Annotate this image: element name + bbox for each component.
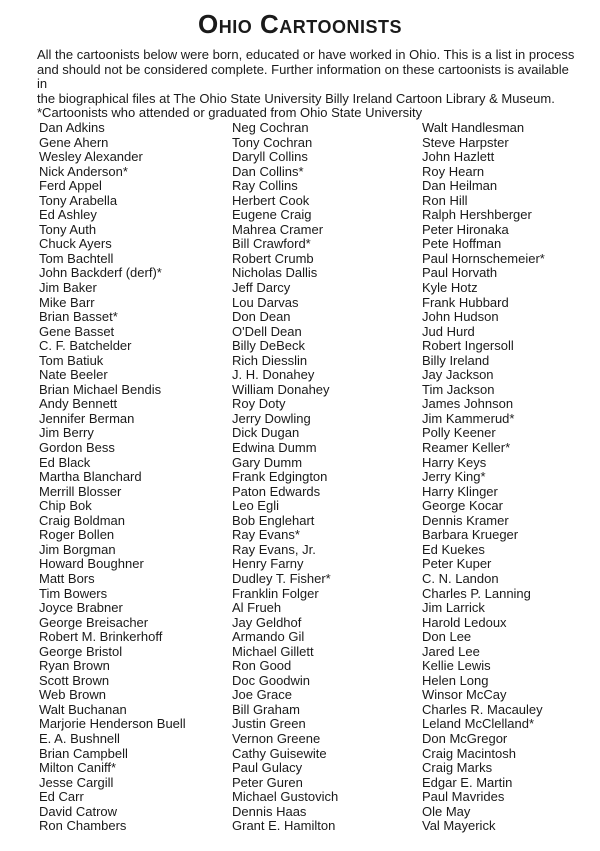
intro-line: and should not be considered complete. Further information on these cartoonists is available in: [37, 61, 569, 92]
cartoonist-name: Walt Buchanan: [39, 701, 127, 717]
cartoonist-name: Gene Ahern: [39, 134, 109, 150]
cartoonist-name: Don Dean: [232, 309, 291, 325]
cartoonist-name: John Hudson: [422, 309, 499, 325]
cartoonist-name: Eugene Craig: [232, 207, 312, 223]
cartoonist-name: Paton Edwards: [232, 483, 321, 499]
cartoonist-name: Milton Caniff*: [39, 760, 117, 776]
cartoonist-name: Edgar E. Martin: [422, 774, 513, 790]
cartoonist-name: Jim Berry: [39, 425, 94, 441]
cartoonist-name: Nicholas Dallis: [232, 265, 318, 281]
cartoonist-name: Harry Keys: [422, 454, 487, 470]
cartoonist-name: George Breisacher: [39, 614, 149, 630]
cartoonist-name: Gordon Bess: [39, 440, 115, 456]
cartoonist-name: James Johnson: [422, 396, 514, 412]
cartoonist-name: Brian Michael Bendis: [39, 381, 162, 397]
cartoonist-name: Armando Gil: [232, 629, 305, 645]
cartoonist-name: Dennis Haas: [232, 803, 307, 819]
cartoonist-name: Dan Heilman: [422, 178, 498, 194]
cartoonist-name: Tim Jackson: [422, 381, 495, 397]
cartoonist-name: Ralph Hershberger: [422, 207, 532, 223]
cartoonist-column-3: [422, 121, 545, 834]
cartoonist-name: Tom Bachtell: [39, 250, 114, 266]
cartoonist-name: Jesse Cargill: [39, 774, 114, 790]
cartoonist-name: Winsor McCay: [422, 687, 507, 703]
cartoonist-name: Craig Boldman: [39, 512, 125, 528]
cartoonist-name: Daryll Collins: [232, 149, 308, 165]
cartoonist-name: Don Lee: [422, 629, 472, 645]
cartoonist-name: Frank Hubbard: [422, 294, 509, 310]
cartoonist-name: Ron Hill: [422, 192, 468, 208]
cartoonist-name: Dudley T. Fisher*: [232, 570, 331, 586]
cartoonist-name: Joe Grace: [232, 687, 292, 703]
cartoonist-name: Scott Brown: [39, 672, 110, 688]
cartoonist-name: Billy Ireland: [422, 352, 490, 368]
cartoonist-name: John Backderf (derf)*: [39, 265, 162, 281]
cartoonist-name: Helen Long: [422, 672, 489, 688]
cartoonist-name: Brian Campbell: [39, 745, 128, 761]
page-title: Ohio Cartoonists: [198, 9, 402, 39]
cartoonist-name: Kellie Lewis: [422, 658, 491, 674]
cartoonist-name: Web Brown: [39, 687, 106, 703]
cartoonist-name: Paul Gulacy: [232, 760, 303, 776]
cartoonist-name: Martha Blanchard: [39, 469, 142, 485]
cartoonist-name: Leo Egli: [232, 498, 279, 514]
cartoonist-name: Jeff Darcy: [232, 280, 291, 296]
cartoonist-name: Tony Cochran: [232, 134, 313, 150]
cartoonist-name: C. F. Batchelder: [39, 338, 132, 354]
cartoonist-name: Jay Jackson: [422, 367, 494, 383]
cartoonist-name: Neg Cochran: [232, 120, 309, 135]
cartoonist-name: Jennifer Berman: [39, 410, 135, 426]
cartoonist-name: Ed Carr: [39, 789, 84, 805]
cartoonist-name: Chip Bok: [39, 498, 92, 514]
cartoonist-name: Mahrea Cramer: [232, 221, 324, 237]
cartoonist-name: Peter Kuper: [422, 556, 492, 572]
cartoonist-name: George Bristol: [39, 643, 123, 659]
cartoonist-name: Robert Ingersoll: [422, 338, 514, 354]
cartoonist-name: Craig Macintosh: [422, 745, 516, 761]
cartoonist-name: Mike Barr: [39, 294, 95, 310]
cartoonist-name: Al Frueh: [232, 600, 282, 616]
cartoonist-name: Michael Gillett: [232, 643, 314, 659]
cartoonist-name: Jim Borgman: [39, 541, 116, 557]
cartoonist-name: Cathy Guisewite: [232, 745, 327, 761]
cartoonist-name: Edwina Dumm: [232, 440, 317, 456]
cartoonist-name: Tony Arabella: [39, 192, 118, 208]
cartoonist-name: Ferd Appel: [39, 178, 102, 194]
cartoonist-name: Dick Dugan: [232, 425, 300, 441]
cartoonist-name: Justin Green: [232, 716, 306, 732]
cartoonist-name: Pete Hoffman: [422, 236, 502, 252]
cartoonist-name: Herbert Cook: [232, 192, 310, 208]
cartoonist-name: Ed Ashley: [39, 207, 97, 223]
cartoonist-name: Chuck Ayers: [39, 236, 112, 252]
cartoonist-name: Craig Marks: [422, 760, 493, 776]
cartoonist-name: Ryan Brown: [39, 658, 110, 674]
cartoonist-name: Roy Doty: [232, 396, 286, 412]
cartoonist-name: Dan Adkins: [39, 120, 105, 135]
cartoonist-name: Leland McClelland*: [422, 716, 535, 732]
cartoonist-name: Jay Geldhof: [232, 614, 302, 630]
intro-line: the biographical files at The Ohio State University Billy Ireland Cartoon Library & Museum.: [37, 90, 555, 106]
cartoonist-name: Franklin Folger: [232, 585, 319, 601]
cartoonist-name: Harold Ledoux: [422, 614, 507, 630]
cartoonist-name: Ed Black: [39, 454, 91, 470]
cartoonist-name: Ron Good: [232, 658, 292, 674]
cartoonist-name: Bob Englehart: [232, 512, 315, 528]
cartoonist-name: Bill Crawford*: [232, 236, 311, 252]
cartoonist-name: Jerry Dowling: [232, 410, 311, 426]
cartoonist-name: Steve Harpster: [422, 134, 509, 150]
cartoonist-name: Charles P. Lanning: [422, 585, 531, 601]
cartoonist-name: Val Mayerick: [422, 818, 496, 834]
cartoonist-name: Rich Diesslin: [232, 352, 308, 368]
cartoonist-name: Tom Batiuk: [39, 352, 104, 368]
cartoonist-name: Jerry King*: [422, 469, 486, 485]
cartoonist-name: David Catrow: [39, 803, 118, 819]
cartoonist-name: Tim Bowers: [39, 585, 108, 601]
cartoonist-name: C. N. Landon: [422, 570, 499, 586]
cartoonist-name: Gene Basset: [39, 323, 115, 339]
intro-line: All the cartoonists below were born, educated or have worked in Ohio. This is a list in process: [37, 47, 575, 62]
cartoonist-name: Charles R. Macauley: [422, 701, 543, 717]
cartoonist-name: Gary Dumm: [232, 454, 303, 470]
cartoonist-name: Barbara Krueger: [422, 527, 519, 543]
cartoonist-name: E. A. Bushnell: [39, 730, 120, 746]
cartoonist-name: Jim Baker: [39, 280, 97, 296]
cartoonist-name: Roger Bollen: [39, 527, 115, 543]
cartoonist-name: Harry Klinger: [422, 483, 498, 499]
cartoonist-name: Nick Anderson*: [39, 163, 128, 179]
cartoonist-name: Paul Mavrides: [422, 789, 505, 805]
cartoonist-name: Ron Chambers: [39, 818, 127, 834]
cartoonist-name: Don McGregor: [422, 730, 508, 746]
cartoonist-name: Dennis Kramer: [422, 512, 509, 528]
cartoonist-name: Reamer Keller*: [422, 440, 511, 456]
cartoonist-name: Jud Hurd: [422, 323, 475, 339]
cartoonist-columns: [0, 121, 600, 841]
cartoonist-name: Michael Gustovich: [232, 789, 339, 805]
cartoonist-name: Walt Handlesman: [422, 120, 525, 135]
cartoonist-name: Bill Graham: [232, 701, 300, 717]
intro-paragraph: [37, 48, 577, 121]
cartoonist-name: Jim Larrick: [422, 600, 485, 616]
cartoonist-name: Marjorie Henderson Buell: [39, 716, 186, 732]
cartoonist-name: Grant E. Hamilton: [232, 818, 336, 834]
cartoonist-name: Howard Boughner: [39, 556, 144, 572]
cartoonist-name: Lou Darvas: [232, 294, 299, 310]
cartoonist-name: J. H. Donahey: [232, 367, 315, 383]
cartoonist-name: William Donahey: [232, 381, 330, 397]
cartoonist-name: Joyce Brabner: [39, 600, 123, 616]
cartoonist-name: Robert Crumb: [232, 250, 314, 266]
cartoonist-name: George Kocar: [422, 498, 503, 514]
cartoonist-name: Jim Kammerud*: [422, 410, 515, 426]
cartoonist-name: Nate Beeler: [39, 367, 108, 383]
cartoonist-name: Andy Bennett: [39, 396, 118, 412]
cartoonist-name: Robert M. Brinkerhoff: [39, 629, 163, 645]
cartoonist-name: Polly Keener: [422, 425, 496, 441]
cartoonist-name: Dan Collins*: [232, 163, 304, 179]
intro-footnote: *Cartoonists who attended or graduated from Ohio State University: [37, 105, 423, 121]
cartoonist-name: Jared Lee: [422, 643, 480, 659]
cartoonist-name: Wesley Alexander: [39, 149, 143, 165]
cartoonist-name: Peter Guren: [232, 774, 303, 790]
cartoonist-name: Brian Basset*: [39, 309, 118, 325]
cartoonist-name: Kyle Hotz: [422, 280, 478, 296]
cartoonist-name: Tony Auth: [39, 221, 97, 237]
cartoonist-name: Vernon Greene: [232, 730, 321, 746]
cartoonist-name: John Hazlett: [422, 149, 495, 165]
cartoonist-name: Billy DeBeck: [232, 338, 305, 354]
cartoonist-name: Ray Evans*: [232, 527, 300, 543]
cartoonist-name: Ray Collins: [232, 178, 298, 194]
cartoonist-name: Doc Goodwin: [232, 672, 311, 688]
cartoonist-name: Merrill Blosser: [39, 483, 122, 499]
cartoonist-name: Henry Farny: [232, 556, 304, 572]
cartoonist-name: Paul Horvath: [422, 265, 498, 281]
cartoonist-name: Ed Kuekes: [422, 541, 485, 557]
cartoonist-column-2: [232, 121, 338, 834]
cartoonist-name: Ole May: [422, 803, 471, 819]
cartoonist-name: Matt Bors: [39, 570, 95, 586]
cartoonist-name: Paul Hornschemeier*: [422, 250, 545, 266]
cartoonist-name: O'Dell Dean: [232, 323, 302, 339]
cartoonist-name: Peter Hironaka: [422, 221, 509, 237]
cartoonist-column-1: [39, 121, 186, 834]
cartoonist-name: Frank Edgington: [232, 469, 328, 485]
cartoonist-name: Roy Hearn: [422, 163, 485, 179]
cartoonist-name: Ray Evans, Jr.: [232, 541, 316, 557]
